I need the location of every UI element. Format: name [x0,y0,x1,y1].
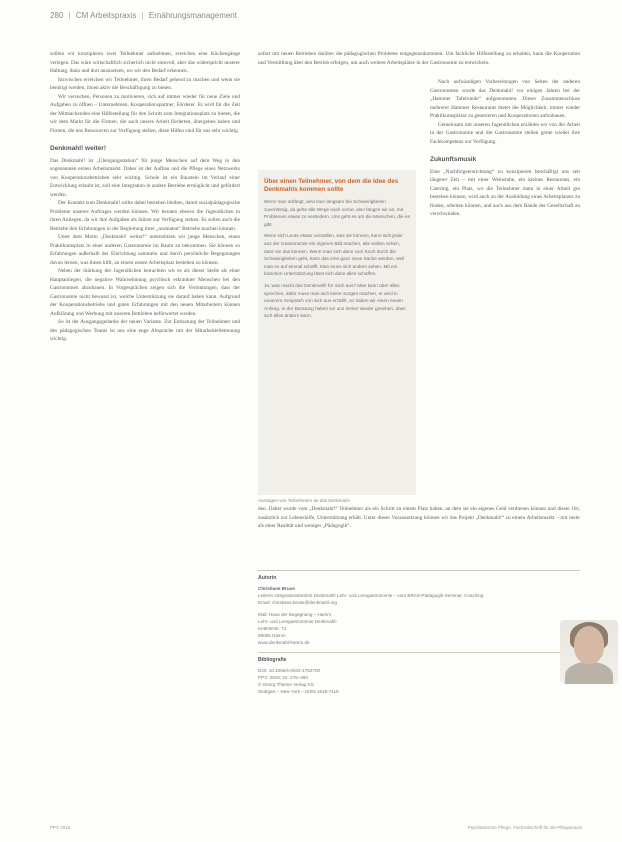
box-paragraph: Wenn sich Leute etwas vorstellen, was sie können, kann sich jeder aus der Gastronomie ein eigenes Bild machen, alle wollen sehen, dass sie das können. Wenn man sich dann vom Koch durch die Schwierigkeiten geht, kann das eine ganz neue Sache werden, weil man es auf einmal schafft. Man muss sich anders sehen. Mit ein bisschen Unterstützung lässt sich dann alles schaffen. [264,233,405,277]
photo-body [565,662,613,684]
box-paragraph: Wenn man anfängt, wird man langsam bei Schwierigkeiten zuverlässig, da gehe alle Wege nach vorne, also fangen wir an, mit Problemen etwas zu verändern. Uns geht es um die Menschen, die es gibt. [264,199,410,227]
right-column [430,78,580,219]
author-line: Mail: Haus der Begegnung – Hamm [258,612,332,617]
subsection-name: Ernährungsmanagement [148,11,237,20]
author-email: Email: christiane.bruse@denkmahl.org [258,600,337,605]
section-heading: Zukunftsmusik [430,156,477,163]
bibliography-label: Bibliografie [258,657,287,663]
paragraph: Neben der Stärkung der Jugendlichen betrachten wir es als dieser Stelle als einer Hauptanliegen, die negative Wahrnehmung psychisch erkrankter Menschen bei den Gastronomen abzubauen. In Vorgesprächen zeigen sich die Vermutungen, dass der Gastronomie nicht bewusst ist, welche Unterstützung sie darauf haben kann. Aufgrund der Kooperationsbetriebe und guten Erfahrungen mit den neuen Mitarbeitern können Aufklärung und Werbung mit unseren Betrieben befürwortet werden. [50,268,240,317]
divider [258,570,580,571]
box-paragraph: Ja, was macht das Denkmahl! für mich aus? Man kann über alles sprechen, dafür muss man sich keine Sorgen machen, er wird in unserem Gespräch von sich aus erzählt, so haben wir einen neuen Anfang. In der Beratung haben wir uns immer wieder gesehen, dass sich alles ändern kann. [264,282,406,319]
author-affiliation [258,592,548,646]
paragraph: So ist der Ausgangsgedanke der neuen Variante. Zur Entlastung der Teilnehmer und des pädagogischen Teams ist uns eine enge Absprache mit der Mitarbeiterbetreuung wichtig. [50,319,240,342]
biblio-line: © Georg Thieme Verlag KG [258,682,315,687]
footer-right: Psychiatrische Pflege, Fachzeitschrift für die Pflegepraxis [467,825,582,830]
footer-left: PPV 2016 [50,825,71,830]
paragraph: Der Kontakt zum Denkmahl! sollte dabei bestehen bleiben, damit sozialpädagogische Probleme unseres Auftrages werden können. Wir beraten ebenso die Jugendlichen in ihren Anliegen, da wir ihre Aufgaben als Stütze zur Verfügung stehen. Es sollen auch die Betriebe ihre Erfahrungen in der Begleitung ihrer „normalen“ Betriebe machen können. [50,200,240,232]
biblio-line: PPV: 2016; 22: 276–280 [258,675,308,680]
paragraph: sofort mit neuen Betrieben darüber die pädagogischen Probleme entgegenzukommen. Um fachliche Hilfestellung zu erhalten, kann die Kooperation und Vermittlung über den Betrieb erfolgen, um auch weitere Arbeitsplätze in der Gastronomie zu entwickeln. [258,51,580,66]
author-line: Lehr- und Lerngastronomie Denkmahl! [258,619,337,624]
page-number: 280 [50,11,64,20]
author-name: Christiane Bruse [258,586,295,591]
author-line: 59065 Hamm [258,633,286,638]
author-photo [560,620,618,684]
paragraph: den. Daher wurde vom „Denkmahl!“ Teilnehmer als ein Schritt zu einem Platz haben, an dem sie ein eigenes Geld verdienen können und dieser Ort, zusätzlich zur Lebenshilfe, Unterstützung erhält. Unter dieser Voraussetzung können wir das Projekt „Denkmahl!“ zu einem Arbeitsmarkt – mit mehr als einer Realität und weniger „Pädagogik“. [258,506,580,529]
header-separator: | [141,11,144,20]
paragraph: Inzwischen erreichen wir Teilnehmer, ihren Bedarf gehend zu machen und wenn sie benötigt werden, ihnen aktiv die Beschäftigung zu bieten. [50,76,240,91]
paragraph: Nach aufwändigen Vorbereitungen von Seiten der anderen Gastronomen wurde das Denkmahl! vor einigen Jahren bei der „Hammer Tafelrunde“ aufgenommen. Dieser Zusammenschluss mehrerer Hammer Restaurants bietet die Möglichkeit, immer wieder Praktikumsplätze zu generieren und Kooperationen aufzubauen. [430,79,580,119]
header-separator: | [68,11,71,20]
author-line: Leiterin Integrationsbetrieb Denkmahl! Lehr- und Lerngastronomie – vom BRAS-Pädagogik-Seminar, Coaching [258,593,484,598]
section-heading: Denkmahl! weiter! [50,145,106,152]
box-title: Über einen Teilnehmer, von dem die Idee des Denkmahls kommen sollte [264,178,399,193]
running-header [50,11,237,20]
paragraph: Das Denkmahl! ist „Übergangsstation“ für junge Menschen auf dem Weg in den sogenannten ersten Arbeitsmarkt. Daher ist der Aufbau und die Pflege eines Netzwerks von Kooperationsbetrieben sehr wichtig. Schule ist ein Baustein im Verlauf einer Entwicklung erlaubt ist, soll eine Integration in andere Betriebe ermöglicht und gefördert werden. [50,157,240,198]
author-label: Autorin [258,575,277,581]
divider [258,652,580,653]
biblio-line: DOI: 10.1055/s-0042-1754700 [258,668,321,673]
paragraph: sollten wir konzipieren zwei Teilnehmer aufnehmen, erreichen eine Küchengänge verlegen. Das wäre wirtschaftlich sicherlich nicht sinnvoll, aber das widerspricht unserer Haltung, dann und dort anzusetzen, wo wir den Bedarf erkennen. [50,51,240,74]
quote-box [258,170,416,495]
paragraph: Wir versuchen, Personen zu motivieren, sich auf immer wieder für neue Ziele und Aufgaben zu öffnen – Unternehmen, Kooperationspartner, Förderer. Es wird für die Zeit der Mitmachenden eine Hilfestellung für den Schritt zum Integrationsplatz zu bieten, die wir dem Markt für die Firmen, die auch unsere Arbeit förderten, übergeben haben und Firmen, die uns Ressourcen zur Verfügung stellen, diese Hilfen sind für uns sehr wichtig. [50,93,240,134]
author-website: www.denkmahl-hamm.de [258,640,310,645]
left-column [50,50,240,344]
photo-face [574,626,604,664]
paragraph: Unter dem Motto „Denkmahl! weiter!“ unterstützen wir junge Menschen, einen Praktikumsplatz in einer anderen Gastronomie im Raum zu bekommen. Sie können so Erfahrungen außerhalb der Einrichtung sammeln und durch persönliche Begegnungen davon lernen, was ihnen hilft, an einem neuen Arbeitsplatz bestehen zu können. [50,234,240,266]
continued-text [258,505,580,531]
box-caption: Aussagen von Teilnehmern an das Denkmahl! [258,498,350,503]
paragraph: Gemeinsam mit unseren Jugendlichen erzählen wir von der Arbeit in der Gastronomie und die Gastronomie stellen gerne wieder ihre Fachkompetenz zur Verfügung. [430,121,580,145]
author-info [258,570,580,695]
author-line: Kettelerstr. 71 [258,626,287,631]
right-column-top [258,50,580,67]
biblio-line: Stuttgart – New York – ISSN 1619-7119 [258,689,339,694]
section-name: CM Arbeitspraxis [75,11,137,20]
paragraph: Eine „Nachfolgeeinrichtung“ zu konzipieren beschäftigt uns seit längerer Zeit – mit einer Weinstube, ein kleines Restaurant, ein Catering, ein Platz, wo die Teilnehmer dann in einer Arbeit gut bestehen können, wird auch zu der Ausbildung eines Arbeitsplatzes zu finden, arbeiten können, und auch aus dem Rande der Gesellschaft zu verschwinden. [430,168,580,217]
